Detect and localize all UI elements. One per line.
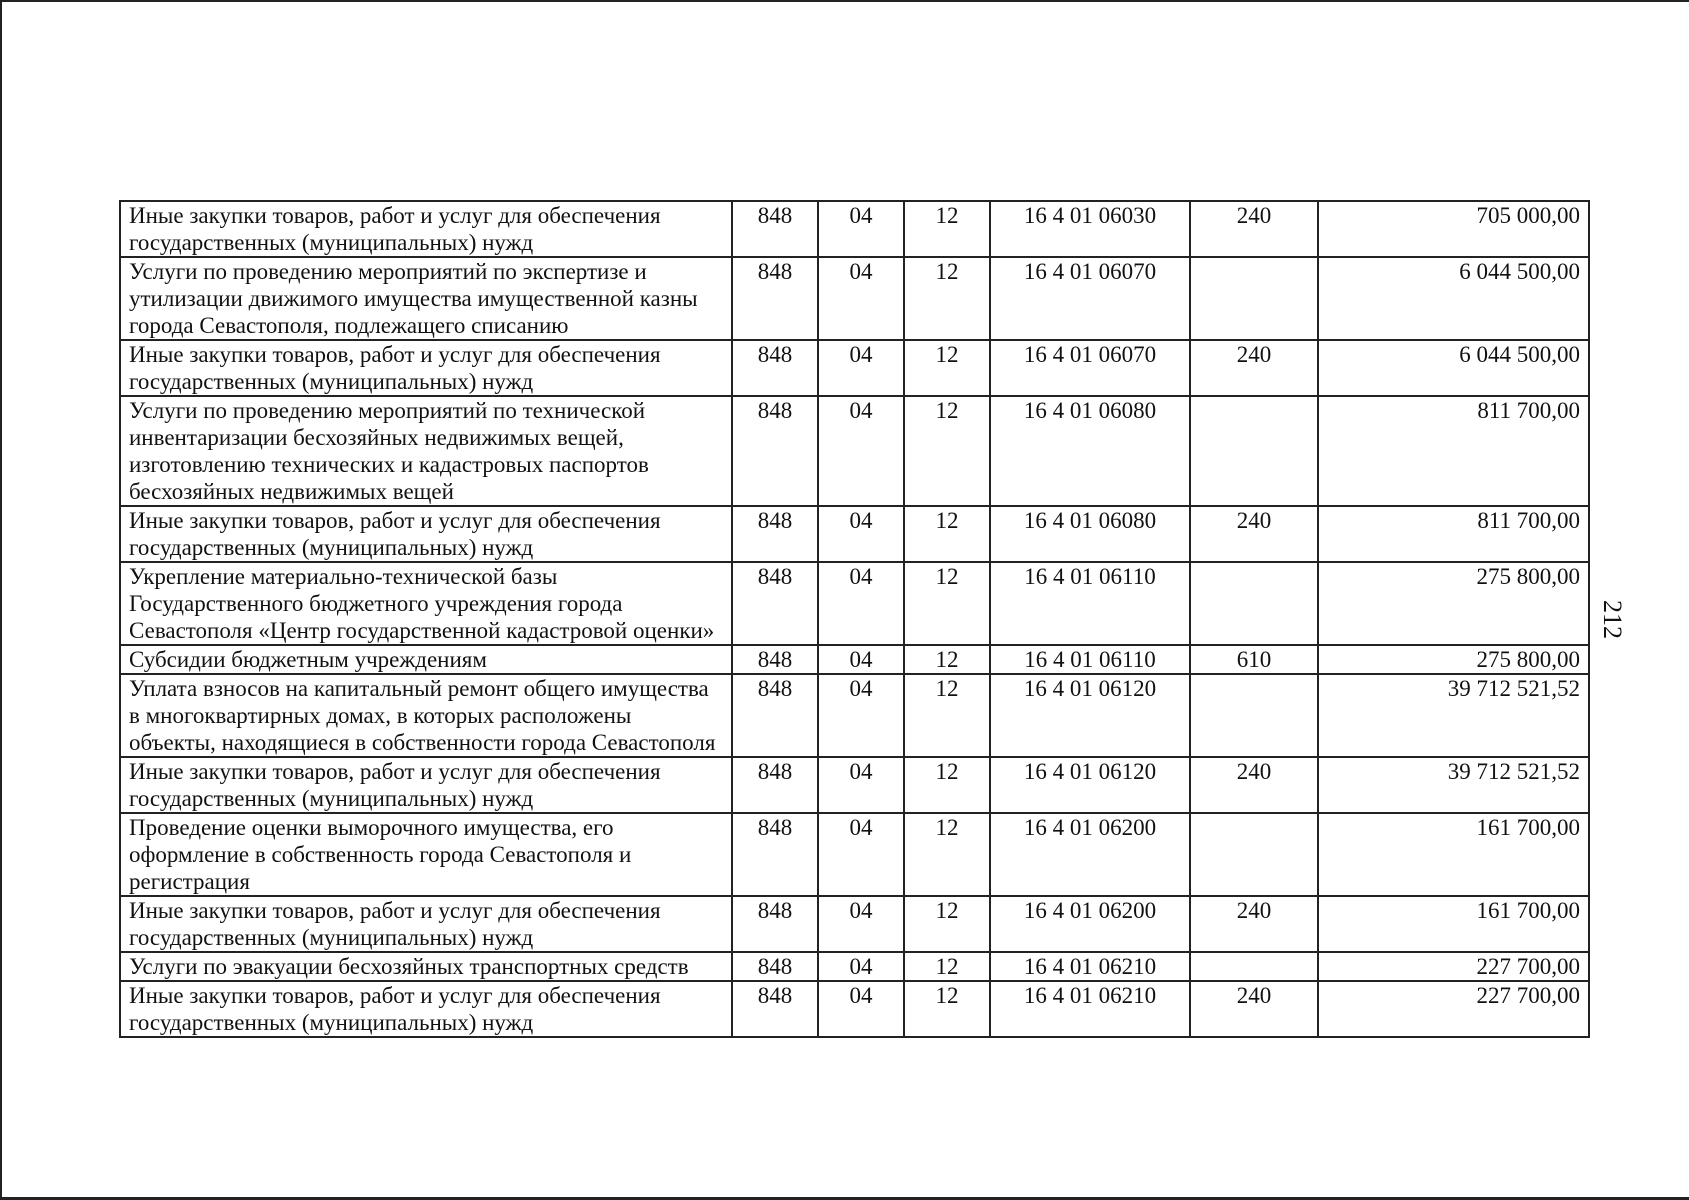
section-code-cell: 04 xyxy=(818,201,904,257)
subsection-code-cell: 12 xyxy=(904,340,990,396)
table-row xyxy=(120,813,1589,896)
amount-cell: 161 700,00 xyxy=(1318,813,1589,896)
grbs-code-cell: 848 xyxy=(732,645,818,674)
expense-type-cell: 610 xyxy=(1190,645,1318,674)
amount-cell: 811 700,00 xyxy=(1318,506,1589,562)
grbs-code-cell: 848 xyxy=(732,257,818,340)
target-article-cell: 16 4 01 06210 xyxy=(990,981,1190,1037)
subsection-code-cell: 12 xyxy=(904,952,990,981)
description-cell: Услуги по проведению мероприятий по технической инвентаризации бесхозяйных недвижимых вещей, изготовлению технических и кадастровых паспортов бесхозяйных недвижимых вещей xyxy=(120,396,732,506)
table-row xyxy=(120,396,1589,506)
budget-table xyxy=(119,200,1590,1038)
description-cell: Иные закупки товаров, работ и услуг для обеспечения государственных (муниципальных) нужд xyxy=(120,506,732,562)
description-cell: Услуги по проведению мероприятий по экспертизе и утилизации движимого имущества имущественной казны города Севастополя, подлежащего списанию xyxy=(120,257,732,340)
section-code-cell: 04 xyxy=(818,981,904,1037)
target-article-cell: 16 4 01 06210 xyxy=(990,952,1190,981)
section-code-cell: 04 xyxy=(818,952,904,981)
section-code-cell: 04 xyxy=(818,506,904,562)
expense-type-cell xyxy=(1190,257,1318,340)
grbs-code-cell: 848 xyxy=(732,896,818,952)
section-code-cell: 04 xyxy=(818,562,904,645)
grbs-code-cell: 848 xyxy=(732,562,818,645)
expense-type-cell xyxy=(1190,562,1318,645)
subsection-code-cell: 12 xyxy=(904,562,990,645)
target-article-cell: 16 4 01 06080 xyxy=(990,396,1190,506)
target-article-cell: 16 4 01 06110 xyxy=(990,562,1190,645)
amount-cell: 811 700,00 xyxy=(1318,396,1589,506)
target-article-cell: 16 4 01 06070 xyxy=(990,340,1190,396)
table-row xyxy=(120,340,1589,396)
budget-table-body xyxy=(120,201,1589,1037)
description-cell: Проведение оценки выморочного имущества, его оформление в собственность города Севастополя и регистрация xyxy=(120,813,732,896)
grbs-code-cell: 848 xyxy=(732,981,818,1037)
amount-cell: 227 700,00 xyxy=(1318,981,1589,1037)
expense-type-cell xyxy=(1190,674,1318,757)
target-article-cell: 16 4 01 06070 xyxy=(990,257,1190,340)
amount-cell: 6 044 500,00 xyxy=(1318,340,1589,396)
table-row xyxy=(120,645,1589,674)
amount-cell: 39 712 521,52 xyxy=(1318,674,1589,757)
table-row xyxy=(120,506,1589,562)
description-cell: Услуги по эвакуации бесхозяйных транспортных средств xyxy=(120,952,732,981)
amount-cell: 227 700,00 xyxy=(1318,952,1589,981)
target-article-cell: 16 4 01 06120 xyxy=(990,757,1190,813)
section-code-cell: 04 xyxy=(818,645,904,674)
expense-type-cell xyxy=(1190,396,1318,506)
page-top-border xyxy=(0,0,1689,2)
table-row xyxy=(120,201,1589,257)
expense-type-cell: 240 xyxy=(1190,201,1318,257)
grbs-code-cell: 848 xyxy=(732,340,818,396)
grbs-code-cell: 848 xyxy=(732,506,818,562)
amount-cell: 6 044 500,00 xyxy=(1318,257,1589,340)
subsection-code-cell: 12 xyxy=(904,813,990,896)
subsection-code-cell: 12 xyxy=(904,674,990,757)
table-row xyxy=(120,257,1589,340)
description-cell: Иные закупки товаров, работ и услуг для обеспечения государственных (муниципальных) нужд xyxy=(120,757,732,813)
subsection-code-cell: 12 xyxy=(904,201,990,257)
subsection-code-cell: 12 xyxy=(904,257,990,340)
description-cell: Иные закупки товаров, работ и услуг для обеспечения государственных (муниципальных) нужд xyxy=(120,201,732,257)
section-code-cell: 04 xyxy=(818,896,904,952)
target-article-cell: 16 4 01 06080 xyxy=(990,506,1190,562)
expense-type-cell: 240 xyxy=(1190,340,1318,396)
expense-type-cell xyxy=(1190,952,1318,981)
target-article-cell: 16 4 01 06030 xyxy=(990,201,1190,257)
section-code-cell: 04 xyxy=(818,757,904,813)
description-cell: Укрепление материально-технической базы Государственного бюджетного учреждения города Севастополя «Центр государственной кадастровой оценки» xyxy=(120,562,732,645)
table-row xyxy=(120,981,1589,1037)
grbs-code-cell: 848 xyxy=(732,674,818,757)
subsection-code-cell: 12 xyxy=(904,396,990,506)
description-cell: Уплата взносов на капитальный ремонт общего имущества в многоквартирных домах, в которых расположены объекты, находящиеся в собственности города Севастополя xyxy=(120,674,732,757)
description-cell: Иные закупки товаров, работ и услуг для обеспечения государственных (муниципальных) нужд xyxy=(120,896,732,952)
page-left-border xyxy=(0,0,2,1200)
amount-cell: 275 800,00 xyxy=(1318,562,1589,645)
table-row xyxy=(120,952,1589,981)
expense-type-cell: 240 xyxy=(1190,981,1318,1037)
subsection-code-cell: 12 xyxy=(904,981,990,1037)
table-row xyxy=(120,562,1589,645)
amount-cell: 39 712 521,52 xyxy=(1318,757,1589,813)
amount-cell: 705 000,00 xyxy=(1318,201,1589,257)
expense-type-cell: 240 xyxy=(1190,506,1318,562)
expense-type-cell xyxy=(1190,813,1318,896)
target-article-cell: 16 4 01 06120 xyxy=(990,674,1190,757)
subsection-code-cell: 12 xyxy=(904,757,990,813)
section-code-cell: 04 xyxy=(818,396,904,506)
expense-type-cell: 240 xyxy=(1190,757,1318,813)
table-row xyxy=(120,674,1589,757)
amount-cell: 275 800,00 xyxy=(1318,645,1589,674)
section-code-cell: 04 xyxy=(818,340,904,396)
target-article-cell: 16 4 01 06200 xyxy=(990,896,1190,952)
expense-type-cell: 240 xyxy=(1190,896,1318,952)
grbs-code-cell: 848 xyxy=(732,201,818,257)
section-code-cell: 04 xyxy=(818,257,904,340)
target-article-cell: 16 4 01 06110 xyxy=(990,645,1190,674)
description-cell: Иные закупки товаров, работ и услуг для обеспечения государственных (муниципальных) нужд xyxy=(120,340,732,396)
grbs-code-cell: 848 xyxy=(732,757,818,813)
amount-cell: 161 700,00 xyxy=(1318,896,1589,952)
table-row xyxy=(120,896,1589,952)
grbs-code-cell: 848 xyxy=(732,396,818,506)
subsection-code-cell: 12 xyxy=(904,896,990,952)
page-number: 212 xyxy=(1598,600,1627,639)
subsection-code-cell: 12 xyxy=(904,506,990,562)
target-article-cell: 16 4 01 06200 xyxy=(990,813,1190,896)
subsection-code-cell: 12 xyxy=(904,645,990,674)
section-code-cell: 04 xyxy=(818,813,904,896)
grbs-code-cell: 848 xyxy=(732,952,818,981)
description-cell: Субсидии бюджетным учреждениям xyxy=(120,645,732,674)
section-code-cell: 04 xyxy=(818,674,904,757)
table-row xyxy=(120,757,1589,813)
description-cell: Иные закупки товаров, работ и услуг для обеспечения государственных (муниципальных) нужд xyxy=(120,981,732,1037)
grbs-code-cell: 848 xyxy=(732,813,818,896)
